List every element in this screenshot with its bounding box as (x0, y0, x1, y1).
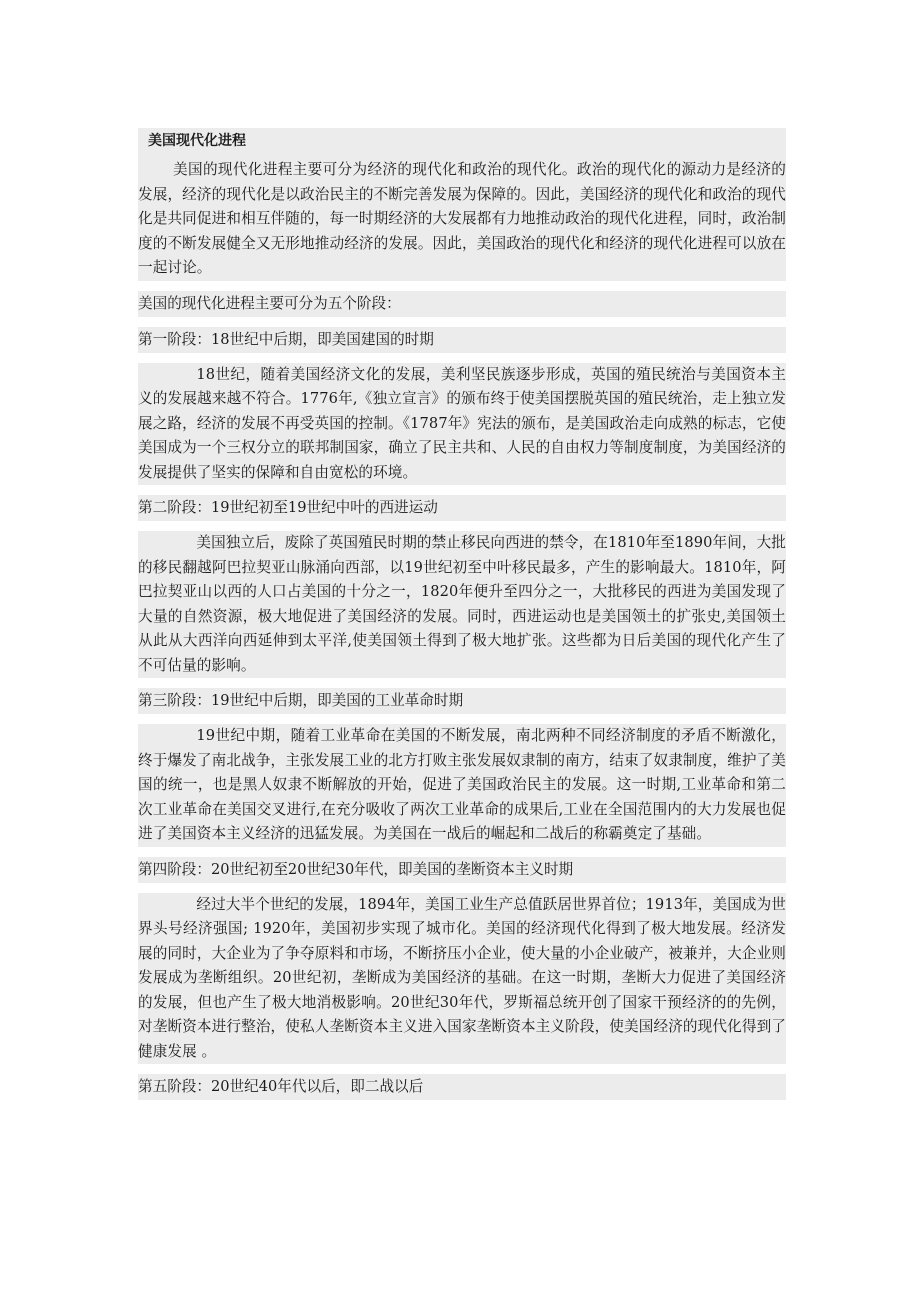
spacer (138, 353, 786, 363)
spacer (138, 1064, 786, 1074)
spacer (138, 521, 786, 531)
stage-2-body: 美国独立后，废除了英国殖民时期的禁止移民向西进的禁令，在1810年至1890年间，大批的移民翻越阿巴拉契亚山脉涌向西部，以19世纪初至中叶移民最多，产生的影响最大。1810年，阿巴拉契亚山以西的人口占美国的十分之一，1820年便升至四分之一，大批移民的西进为美国发现了大量的自然资源，极大地促进了美国经济的发展。同时，西进运动也是美国领土的扩张史,美国领土从此从大西洋向西延伸到太平洋,使美国领土得到了极大地扩张。这些都为日后美国的现代化产生了不可估量的影响。 (138, 531, 786, 678)
stage-3-body: 19世纪中期，随着工业革命在美国的不断发展，南北两种不同经济制度的矛盾不断激化，终于爆发了南北战争，主张发展工业的北方打败主张发展奴隶制的南方，结束了奴隶制度，维护了美国的统一，也是黑人奴隶不断解放的开始，促进了美国政治民主的发展。这一时期,工业革命和第二次工业革命在美国交叉进行,在充分吸收了两次工业革命的成果后,工业在全国范围内的大力发展也促进了美国资本主义经济的迅猛发展。为美国在一战后的崛起和二战后的称霸奠定了基础。 (138, 724, 786, 847)
spacer (138, 485, 786, 495)
stage-4-body: 经过大半个世纪的发展，1894年，美国工业生产总值跃居世界首位；1913年，美国成为世界头号经济强国; 1920年，美国初步实现了城市化。美国的经济现代化得到了极大地发展。经济发展的同时，大企业为了争夺原料和市场，不断挤压小企业，使大量的小企业破产，被兼并，大企业则发展成为垄断组织。20世纪初，垄断成为美国经济的基础。在这一时期，垄断大力促进了美国经济的发展，但也产生了极大地消极影响。20世纪30年代，罗斯福总统开创了国家干预经济的的先例，对垄断资本进行整治，使私人垄断资本主义进入国家垄断资本主义阶段，使美国经济的现代化得到了健康发展 。 (138, 893, 786, 1065)
spacer (138, 883, 786, 893)
stage-4-heading: 第四阶段：20世纪初至20世纪30年代，即美国的垄断资本主义时期 (138, 857, 786, 883)
intro-paragraph: 美国的现代化进程主要可分为经济的现代化和政治的现代化。政治的现代化的源动力是经济的发展，经济的现代化是以政治民主的不断完善发展为保障的。因此，美国经济的现代化和政治的现代化是共同促进和相互伴随的，每一时期经济的大发展都有力地推动政治的现代化进程，同时，政治制度的不断发展健全又无形地推动经济的发展。因此，美国政治的现代化和经济的现代化进程可以放在一起讨论。 (138, 154, 786, 281)
stage-3-heading: 第三阶段：19世纪中后期，即美国的工业革命时期 (138, 688, 786, 714)
document-page (138, 128, 786, 1100)
stage-1-body: 18世纪，随着美国经济文化的发展，美利坚民族逐步形成，英国的殖民统治与美国资本主义的发展越来越不符合。1776年,《独立宣言》的颁布终于使美国摆脱英国的殖民统治，走上独立发展之路，经济的发展不再受英国的控制。《1787年》宪法的颁布，是美国政治走向成熟的标志，它使美国成为一个三权分立的联邦制国家，确立了民主共和、人民的自由权力等制度制度，为美国经济的发展提供了坚实的保障和自由宽松的环境。 (138, 363, 786, 486)
spacer (138, 281, 786, 291)
spacer (138, 847, 786, 857)
spacer (138, 678, 786, 688)
document-title: 美国现代化进程 (138, 128, 786, 154)
stage-5-heading: 第五阶段：20世纪40年代以后，即二战以后 (138, 1074, 786, 1100)
stage-1-heading: 第一阶段：18世纪中后期，即美国建国的时期 (138, 327, 786, 353)
overview-line: 美国的现代化进程主要可分为五个阶段： (138, 291, 786, 317)
spacer (138, 317, 786, 327)
spacer (138, 714, 786, 724)
stage-2-heading: 第二阶段：19世纪初至19世纪中叶的西进运动 (138, 495, 786, 521)
